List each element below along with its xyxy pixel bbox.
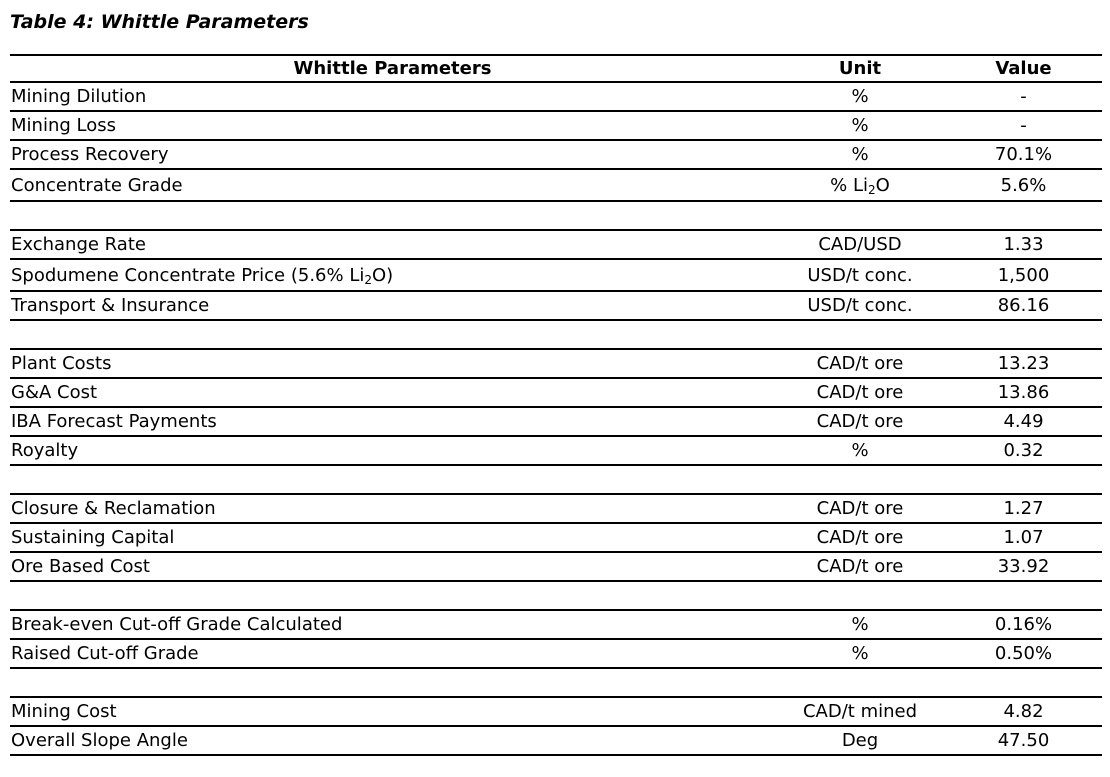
row-unit: CAD/t ore [816,382,904,403]
table-row [10,698,1102,727]
row-unit: CAD/t ore [816,498,904,519]
row-parameter: IBA Forecast Payments [11,411,217,432]
row-value: 0.16% [994,614,1053,635]
row-unit: CAD/t ore [816,353,904,374]
table-row [10,170,1102,202]
table-row [10,553,1102,582]
row-value: 4.82 [1003,701,1044,722]
row-unit: % [851,440,869,461]
row-unit: CAD/t ore [816,527,904,548]
row-unit: % [851,643,869,664]
row-parameter: Raised Cut-off Grade [11,643,199,664]
row-value: - [1020,86,1027,107]
header-parameter: Whittle Parameters [293,58,492,79]
group-spacer [10,669,1102,698]
table-row [10,112,1102,141]
table-row [10,260,1102,292]
row-value: 5.6% [1000,174,1047,196]
row-unit: CAD/USD [818,234,902,255]
row-unit: % [851,144,869,165]
row-unit: CAD/t mined [802,701,918,722]
row-unit: % [851,115,869,136]
row-parameter: Exchange Rate [11,234,146,255]
table-row [10,379,1102,408]
row-parameter: Process Recovery [11,144,169,165]
row-parameter: Overall Slope Angle [11,730,188,751]
row-unit: % $Li_2O$ [830,174,890,197]
table-row [10,524,1102,553]
row-parameter: Transport & Insurance [11,295,210,316]
row-parameter: Closure & Reclamation [11,498,216,519]
row-parameter: Mining Dilution [11,86,147,107]
table-row [10,437,1102,466]
table-row [10,727,1102,756]
row-parameter: Mining Loss [11,115,116,136]
row-value: 1.27 [1003,498,1044,519]
row-parameter: Mining Cost [11,701,117,722]
table-row [10,611,1102,640]
table-row [10,292,1102,321]
row-parameter: Concentrate Grade [11,174,183,196]
row-parameter: Royalty [11,440,79,461]
row-unit: USD/t conc. [807,295,913,316]
row-value: 33.92 [997,556,1050,577]
row-value: 1.07 [1003,527,1044,548]
table-row [10,141,1102,170]
table-row [10,350,1102,379]
row-parameter: G&A Cost [11,382,98,403]
group-spacer [10,202,1102,231]
row-parameter: Break-even Cut-off Grade Calculated [11,614,343,635]
row-value: 0.50% [994,643,1053,664]
row-unit: % [851,614,869,635]
row-value: 0.32 [1003,440,1044,461]
row-value: - [1020,115,1027,136]
table-header-row [10,54,1102,83]
group-spacer [10,466,1102,495]
table-row [10,408,1102,437]
row-unit: CAD/t ore [816,556,904,577]
group-spacer [10,321,1102,350]
row-unit: CAD/t ore [816,411,904,432]
group-spacer [10,582,1102,611]
row-value: 47.50 [997,730,1050,751]
row-value: 70.1% [994,144,1053,165]
row-value: 1,500 [997,264,1050,286]
whittle-parameters-table [10,54,1102,756]
table-row [10,231,1102,260]
row-parameter: Ore Based Cost [11,556,150,577]
row-value: 1.33 [1003,234,1044,255]
table-row [10,495,1102,524]
table-caption: Table 4: Whittle Parameters [10,11,309,33]
row-value: 4.49 [1003,411,1044,432]
row-unit: Deg [841,730,879,751]
row-value: 86.16 [997,295,1050,316]
row-parameter: Plant Costs [11,353,112,374]
row-unit: % [851,86,869,107]
header-unit: Unit [838,58,882,79]
table-row [10,640,1102,669]
row-parameter: Spodumene Concentrate Price (5.6% $Li_2O$) [11,264,394,287]
row-parameter: Sustaining Capital [11,527,175,548]
header-value: Value [995,58,1052,79]
table-row [10,83,1102,112]
row-unit: USD/t conc. [807,264,913,286]
row-value: 13.86 [997,382,1050,403]
row-value: 13.23 [997,353,1050,374]
